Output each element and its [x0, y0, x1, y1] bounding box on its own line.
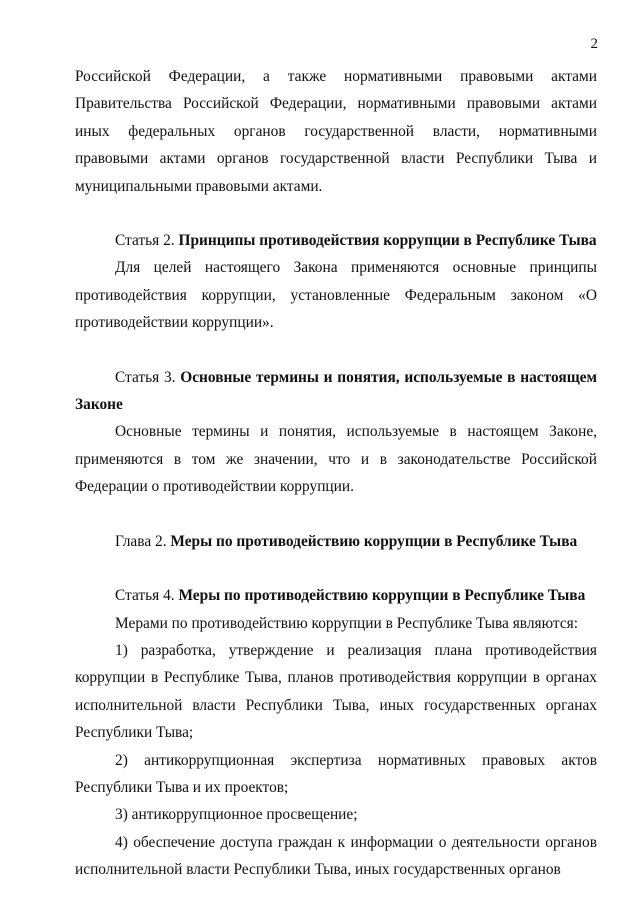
article-4-lead: Мерами по противодействию коррупции в Республике Тыва являются:	[115, 614, 579, 632]
intro-paragraph: Российской Федерации, а также нормативными правовыми актами Правительства Российской Федерации, нормативными правовыми актами иных федеральных органов государственной власти, нормативными правовыми актами органов государственной власти Республики Тыва и муниципальными правовыми актами.	[75, 68, 597, 195]
article-3-prefix: Статья 3.	[115, 368, 181, 386]
article-2-body: Для целей настоящего Закона применяются основные принципы противодействия коррупции, установленные Федеральным законом «О противодействии коррупции».	[75, 259, 597, 332]
page-number: 2	[590, 36, 598, 52]
article-4-prefix: Статья 4.	[115, 587, 179, 605]
article-4-title: Меры по противодействию коррупции в Республике Тыва	[178, 587, 586, 605]
list-item: 4) обеспечение доступа граждан к информации о деятельности органов исполнительной власти Республики Тыва, иных государственных органов	[75, 833, 597, 879]
list-item: 3) антикоррупционное просвещение;	[115, 806, 358, 824]
article-2-title: Принципы противодействия коррупции в Республике Тыва	[178, 232, 597, 250]
article-3-title: Основные термины и понятия, используемые в настоящем Законе	[75, 368, 597, 414]
article-3-heading	[75, 364, 597, 419]
chapter-2-prefix: Глава 2.	[115, 532, 171, 550]
document-body	[75, 63, 597, 884]
article-3-body: Основные термины и понятия, используемые в настоящем Законе, применяются в том же значении, что и в законодательстве Российской Федерации о противодействии коррупции.	[75, 423, 597, 496]
article-4-heading	[75, 582, 597, 609]
chapter-2-heading	[75, 528, 597, 555]
article-2-prefix: Статья 2.	[115, 232, 179, 250]
chapter-2-title: Меры по противодействию коррупции в Республике Тыва	[170, 532, 578, 550]
list-item: 2) антикоррупционная экспертиза нормативных правовых актов Республики Тыва и их проектов;	[75, 751, 597, 796]
list-item: 1) разработка, утверждение и реализация плана противодействия коррупции в Республике Тыва, планов противодействия коррупции в органах исполнительной власти Республики Тыва, иных государственных органах Республики Тыва;	[75, 641, 597, 742]
article-2-heading	[75, 227, 597, 254]
